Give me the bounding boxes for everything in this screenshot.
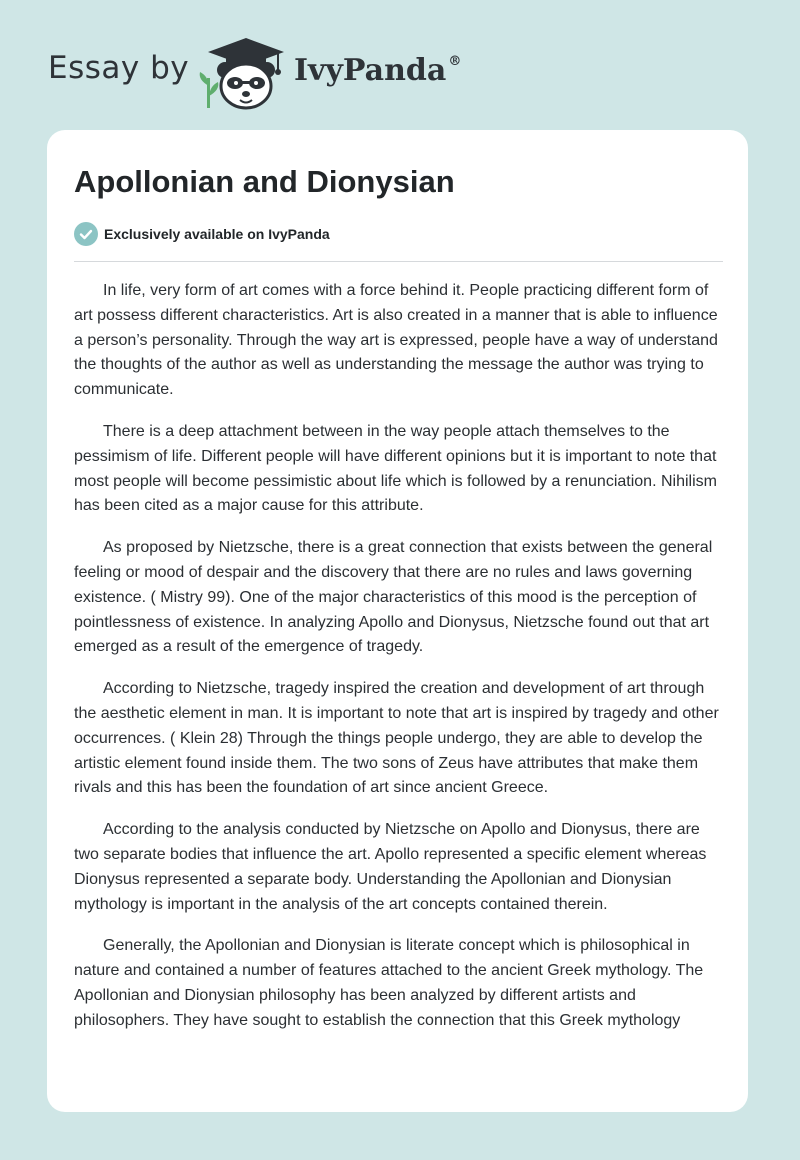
brand-name: IvyPanda: [294, 53, 447, 88]
site-header: [0, 0, 800, 130]
essay-card: [47, 130, 748, 1112]
exclusive-badge-label: Exclusively available on IvyPanda: [104, 226, 330, 242]
essay-by-label: Essay by: [48, 50, 190, 86]
paragraph: In life, very form of art comes with a force behind it. People practicing different form of art possess different characteristics. Art is also created in a manner that is able to influence a person’s personality. Through the way art is expressed, people have a way of understand the thoughts of the author as well as understanding the message the author was trying to communicate.: [74, 282, 718, 399]
registered-mark: ®: [448, 54, 462, 69]
paragraph: Generally, the Apollonian and Dionysian is literate concept which is philosophical in nature and contained a number of features attached to the ancient Greek mythology. The Apollonian and Dionysian philosophy has been analyzed by different artists and philosophers. They have sought to establish the connection that this Greek mythology: [74, 937, 704, 1029]
check-circle-icon: [74, 222, 98, 246]
paragraph: As proposed by Nietzsche, there is a great connection that exists between the general feeling or mood of despair and the discovery that there are no rules and laws governing existence. ( Mistry 99). One of the major characteristics of this mood is the perception of pointlessness of existence. In analyzing Apollo and Dionysus, Nietzsche found out that art emerged as a result of the emergence of tragedy.: [74, 539, 713, 656]
panda-graduate-logo-icon[interactable]: [198, 36, 290, 112]
exclusive-badge: [74, 222, 330, 246]
paragraph: There is a deep attachment between in the way people attach themselves to the pessimism of life. Different people will have different opinions but it is important to note that most people will become pessimistic about life which is followed by a renunciation. Nihilism has been cited as a major cause for this attribute.: [74, 422, 717, 515]
paragraph: According to the analysis conducted by Nietzsche on Apollo and Dionysus, there are two separate bodies that influence the art. Apollo represented a specific element whereas Dionysus represented a separate body. Understanding the Apollonian and Dionysian mythology is important in the analysis of the art concepts contained therein.: [74, 821, 707, 913]
title-divider: [74, 261, 723, 262]
brand-logo[interactable]: [294, 53, 461, 88]
paragraph: According to Nietzsche, tragedy inspired the creation and development of art through the aesthetic element in man. It is important to note that art is inspired by tragedy and other occurrences. ( Klein 28) Through the things people undergo, they are able to develop the artistic element found inside them. The two sons of Zeus have attributes that make them rivals and this has been the foundation of art since ancient Greece.: [74, 680, 719, 797]
page-title: Apollonian and Dionysian: [74, 164, 455, 199]
essay-body: [74, 279, 724, 1051]
